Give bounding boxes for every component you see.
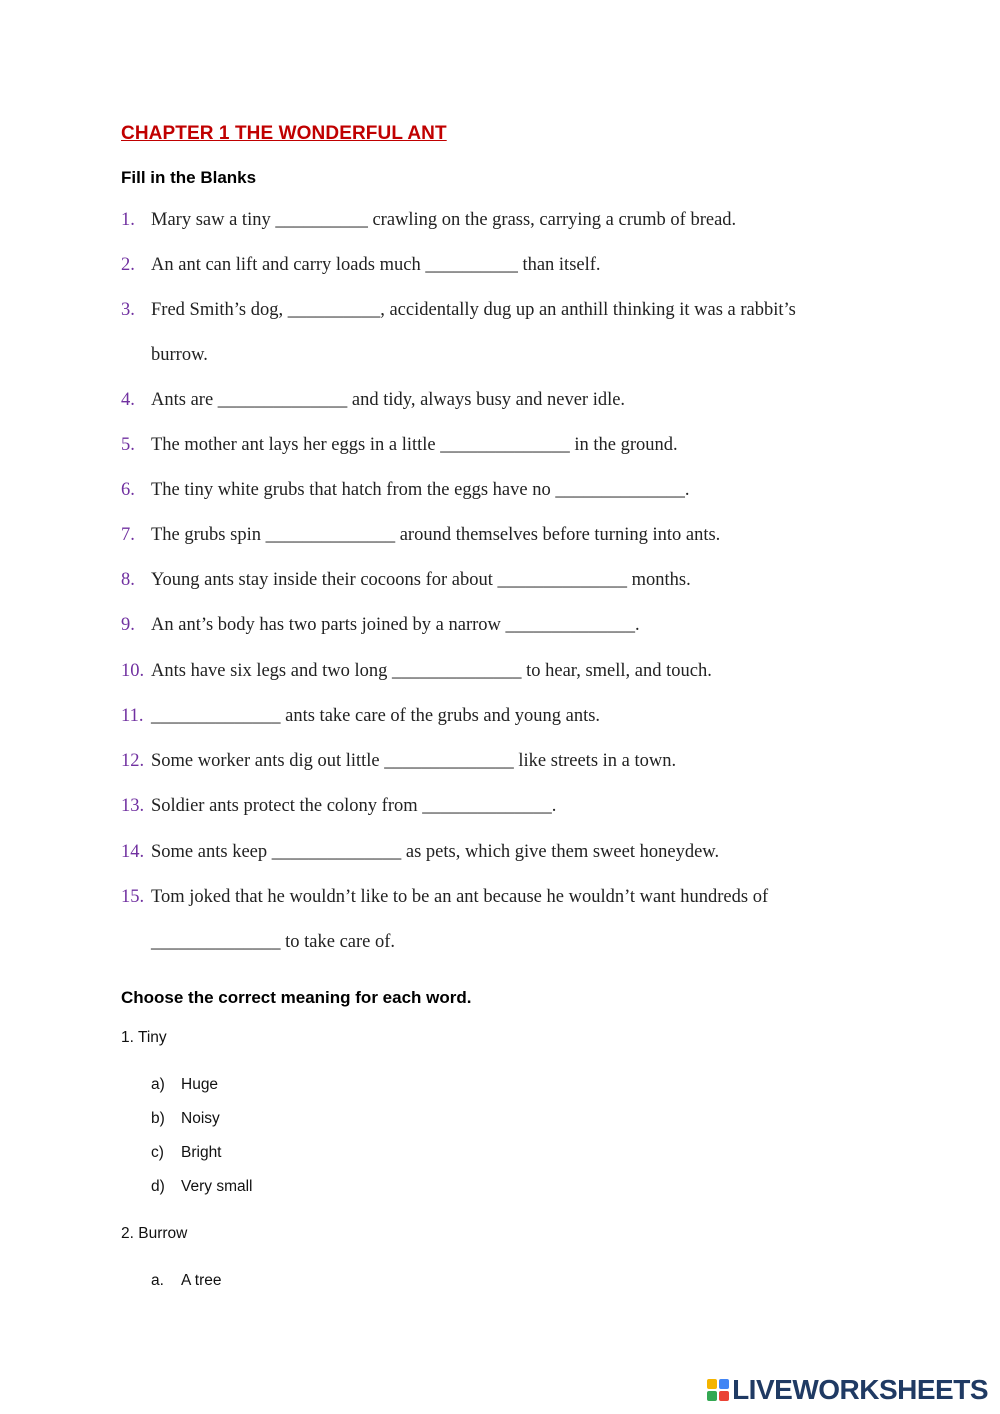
mc-1-option-b: b) Noisy <box>151 1110 220 1127</box>
logo-square <box>707 1379 717 1389</box>
mc-1-option-d: d) Very small <box>151 1178 253 1195</box>
question-14: 14. Some ants keep ______________ as pets, which give them sweet honeydew. <box>121 842 720 862</box>
brand-name: LIVEWORKSHEETS <box>732 1374 988 1405</box>
question-5: 5. The mother ant lays her eggs in a little ______________ in the ground. <box>121 435 678 455</box>
mc-1-option-c: c) Bright <box>151 1144 222 1161</box>
mc-word-1: 1. Tiny <box>121 1029 167 1046</box>
question-15: 15. Tom joked that he wouldn’t like to be an ant because he wouldn’t want hundreds of ______________ to take care of. <box>121 875 881 965</box>
question-15-continuation: ______________ to take care of. <box>151 932 396 952</box>
question-3-continuation: burrow. <box>151 345 208 365</box>
logo-square <box>719 1391 729 1401</box>
choose-meaning-heading: Choose the correct meaning for each word. <box>121 988 472 1007</box>
mc-word-2: 2. Burrow <box>121 1225 188 1242</box>
logo-square <box>719 1379 729 1389</box>
fill-in-blanks-heading: Fill in the Blanks <box>121 168 257 187</box>
question-11: 11. ______________ ants take care of the grubs and young ants. <box>121 706 601 726</box>
question-12: 12. Some worker ants dig out little ______________ like streets in a town. <box>121 751 677 771</box>
liveworksheets-brand <box>707 1374 988 1406</box>
question-10: 10. Ants have six legs and two long ______________ to hear, smell, and touch. <box>121 661 712 681</box>
question-3: 3. Fred Smith’s dog, __________, accidentally dug up an anthill thinking it was a rabbit’s burrow. <box>121 288 881 378</box>
question-6: 6. The tiny white grubs that hatch from the eggs have no ______________. <box>121 480 690 500</box>
mc-1-option-a: a) Huge <box>151 1076 219 1093</box>
question-2: 2. An ant can lift and carry loads much __________ than itself. <box>121 255 601 275</box>
question-1: 1. Mary saw a tiny __________ crawling on the grass, carrying a crumb of bread. <box>121 210 737 230</box>
question-8: 8. Young ants stay inside their cocoons for about ______________ months. <box>121 570 691 590</box>
mc-2-option-a: a. A tree <box>151 1272 222 1289</box>
question-7: 7. The grubs spin ______________ around themselves before turning into ants. <box>121 525 721 545</box>
liveworksheets-logo-icon <box>707 1379 729 1401</box>
logo-square <box>707 1391 717 1401</box>
question-9: 9. An ant’s body has two parts joined by a narrow ______________. <box>121 615 640 635</box>
question-13: 13. Soldier ants protect the colony from ______________. <box>121 796 557 816</box>
question-4: 4. Ants are ______________ and tidy, always busy and never idle. <box>121 390 626 410</box>
page-title: CHAPTER 1 THE WONDERFUL ANT <box>121 123 447 144</box>
